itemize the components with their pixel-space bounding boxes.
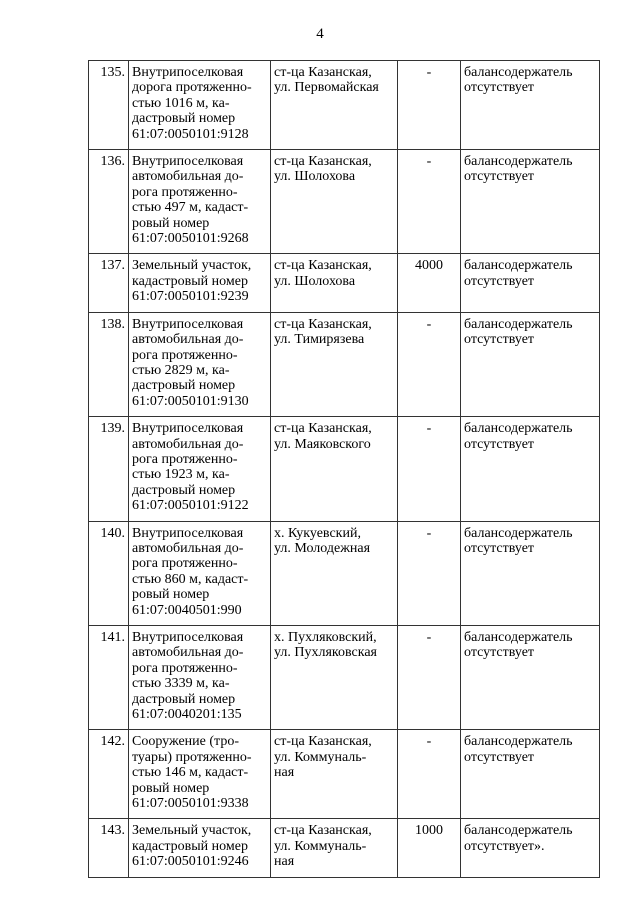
page-number: 4 (316, 26, 324, 42)
object-value: 4000 (398, 254, 461, 312)
object-address: ст-ца Казанская, ул. Первомайская (271, 61, 398, 150)
table-row (89, 730, 600, 819)
object-value: - (398, 417, 461, 521)
object-value: - (398, 730, 461, 819)
row-number: 142. (89, 730, 129, 819)
row-number: 139. (89, 417, 129, 521)
object-description: Внутрипоселковая автомобильная до- рога протяженно- стью 497 м, кадаст- ровый номер 61:07:0050101:9268 (129, 150, 271, 254)
object-owner: балансодержатель отсутствует (461, 521, 600, 625)
object-description: Земельный участок, кадастровый номер 61:07:0050101:9246 (129, 819, 271, 877)
object-description: Внутрипоселковая дорога протяженно- стью 1016 м, ка- дастровый номер 61:07:0050101:9128 (129, 61, 271, 150)
object-address: ст-ца Казанская, ул. Маяковского (271, 417, 398, 521)
object-owner: балансодержатель отсутствует (461, 417, 600, 521)
object-owner: балансодержатель отсутствует (461, 254, 600, 312)
row-number: 138. (89, 312, 129, 416)
table-row (89, 312, 600, 416)
object-value: 1000 (398, 819, 461, 877)
row-number: 136. (89, 150, 129, 254)
table-row (89, 417, 600, 521)
object-owner: балансодержатель отсутствует (461, 626, 600, 730)
object-owner: балансодержатель отсутствует». (461, 819, 600, 877)
object-value: - (398, 61, 461, 150)
row-number: 143. (89, 819, 129, 877)
object-description: Внутрипоселковая автомобильная до- рога протяженно- стью 3339 м, ка- дастровый номер 61:07:0040201:135 (129, 626, 271, 730)
object-description: Внутрипоселковая автомобильная до- рога протяженно- стью 860 м, кадаст- ровый номер 61:07:0040501:990 (129, 521, 271, 625)
object-value: - (398, 150, 461, 254)
object-description: Внутрипоселковая автомобильная до- рога протяженно- стью 1923 м, ка- дастровый номер 61:07:0050101:9122 (129, 417, 271, 521)
row-number: 140. (89, 521, 129, 625)
object-address: ст-ца Казанская, ул. Тимирязева (271, 312, 398, 416)
property-registry-table (88, 60, 600, 878)
table-row (89, 521, 600, 625)
object-owner: балансодержатель отсутствует (461, 61, 600, 150)
object-address: х. Пухляковский, ул. Пухляковская (271, 626, 398, 730)
row-number: 137. (89, 254, 129, 312)
table-row (89, 150, 600, 254)
table-row (89, 626, 600, 730)
object-description: Земельный участок, кадастровый номер 61:07:0050101:9239 (129, 254, 271, 312)
table-row (89, 61, 600, 150)
object-address: ст-ца Казанская, ул. Шолохова (271, 254, 398, 312)
object-owner: балансодержатель отсутствует (461, 730, 600, 819)
object-address: х. Кукуевский, ул. Молодежная (271, 521, 398, 625)
row-number: 141. (89, 626, 129, 730)
object-owner: балансодержатель отсутствует (461, 150, 600, 254)
table-row (89, 819, 600, 877)
object-value: - (398, 626, 461, 730)
object-description: Сооружение (тро- туары) протяженно- стью 146 м, кадаст- ровый номер 61:07:0050101:9338 (129, 730, 271, 819)
object-owner: балансодержатель отсутствует (461, 312, 600, 416)
object-description: Внутрипоселковая автомобильная до- рога протяженно- стью 2829 м, ка- дастровый номер 61:07:0050101:9130 (129, 312, 271, 416)
object-address: ст-ца Казанская, ул. Шолохова (271, 150, 398, 254)
object-value: - (398, 521, 461, 625)
row-number: 135. (89, 61, 129, 150)
object-value: - (398, 312, 461, 416)
object-address: ст-ца Казанская, ул. Коммуналь- ная (271, 819, 398, 877)
object-address: ст-ца Казанская, ул. Коммуналь- ная (271, 730, 398, 819)
table-row (89, 254, 600, 312)
